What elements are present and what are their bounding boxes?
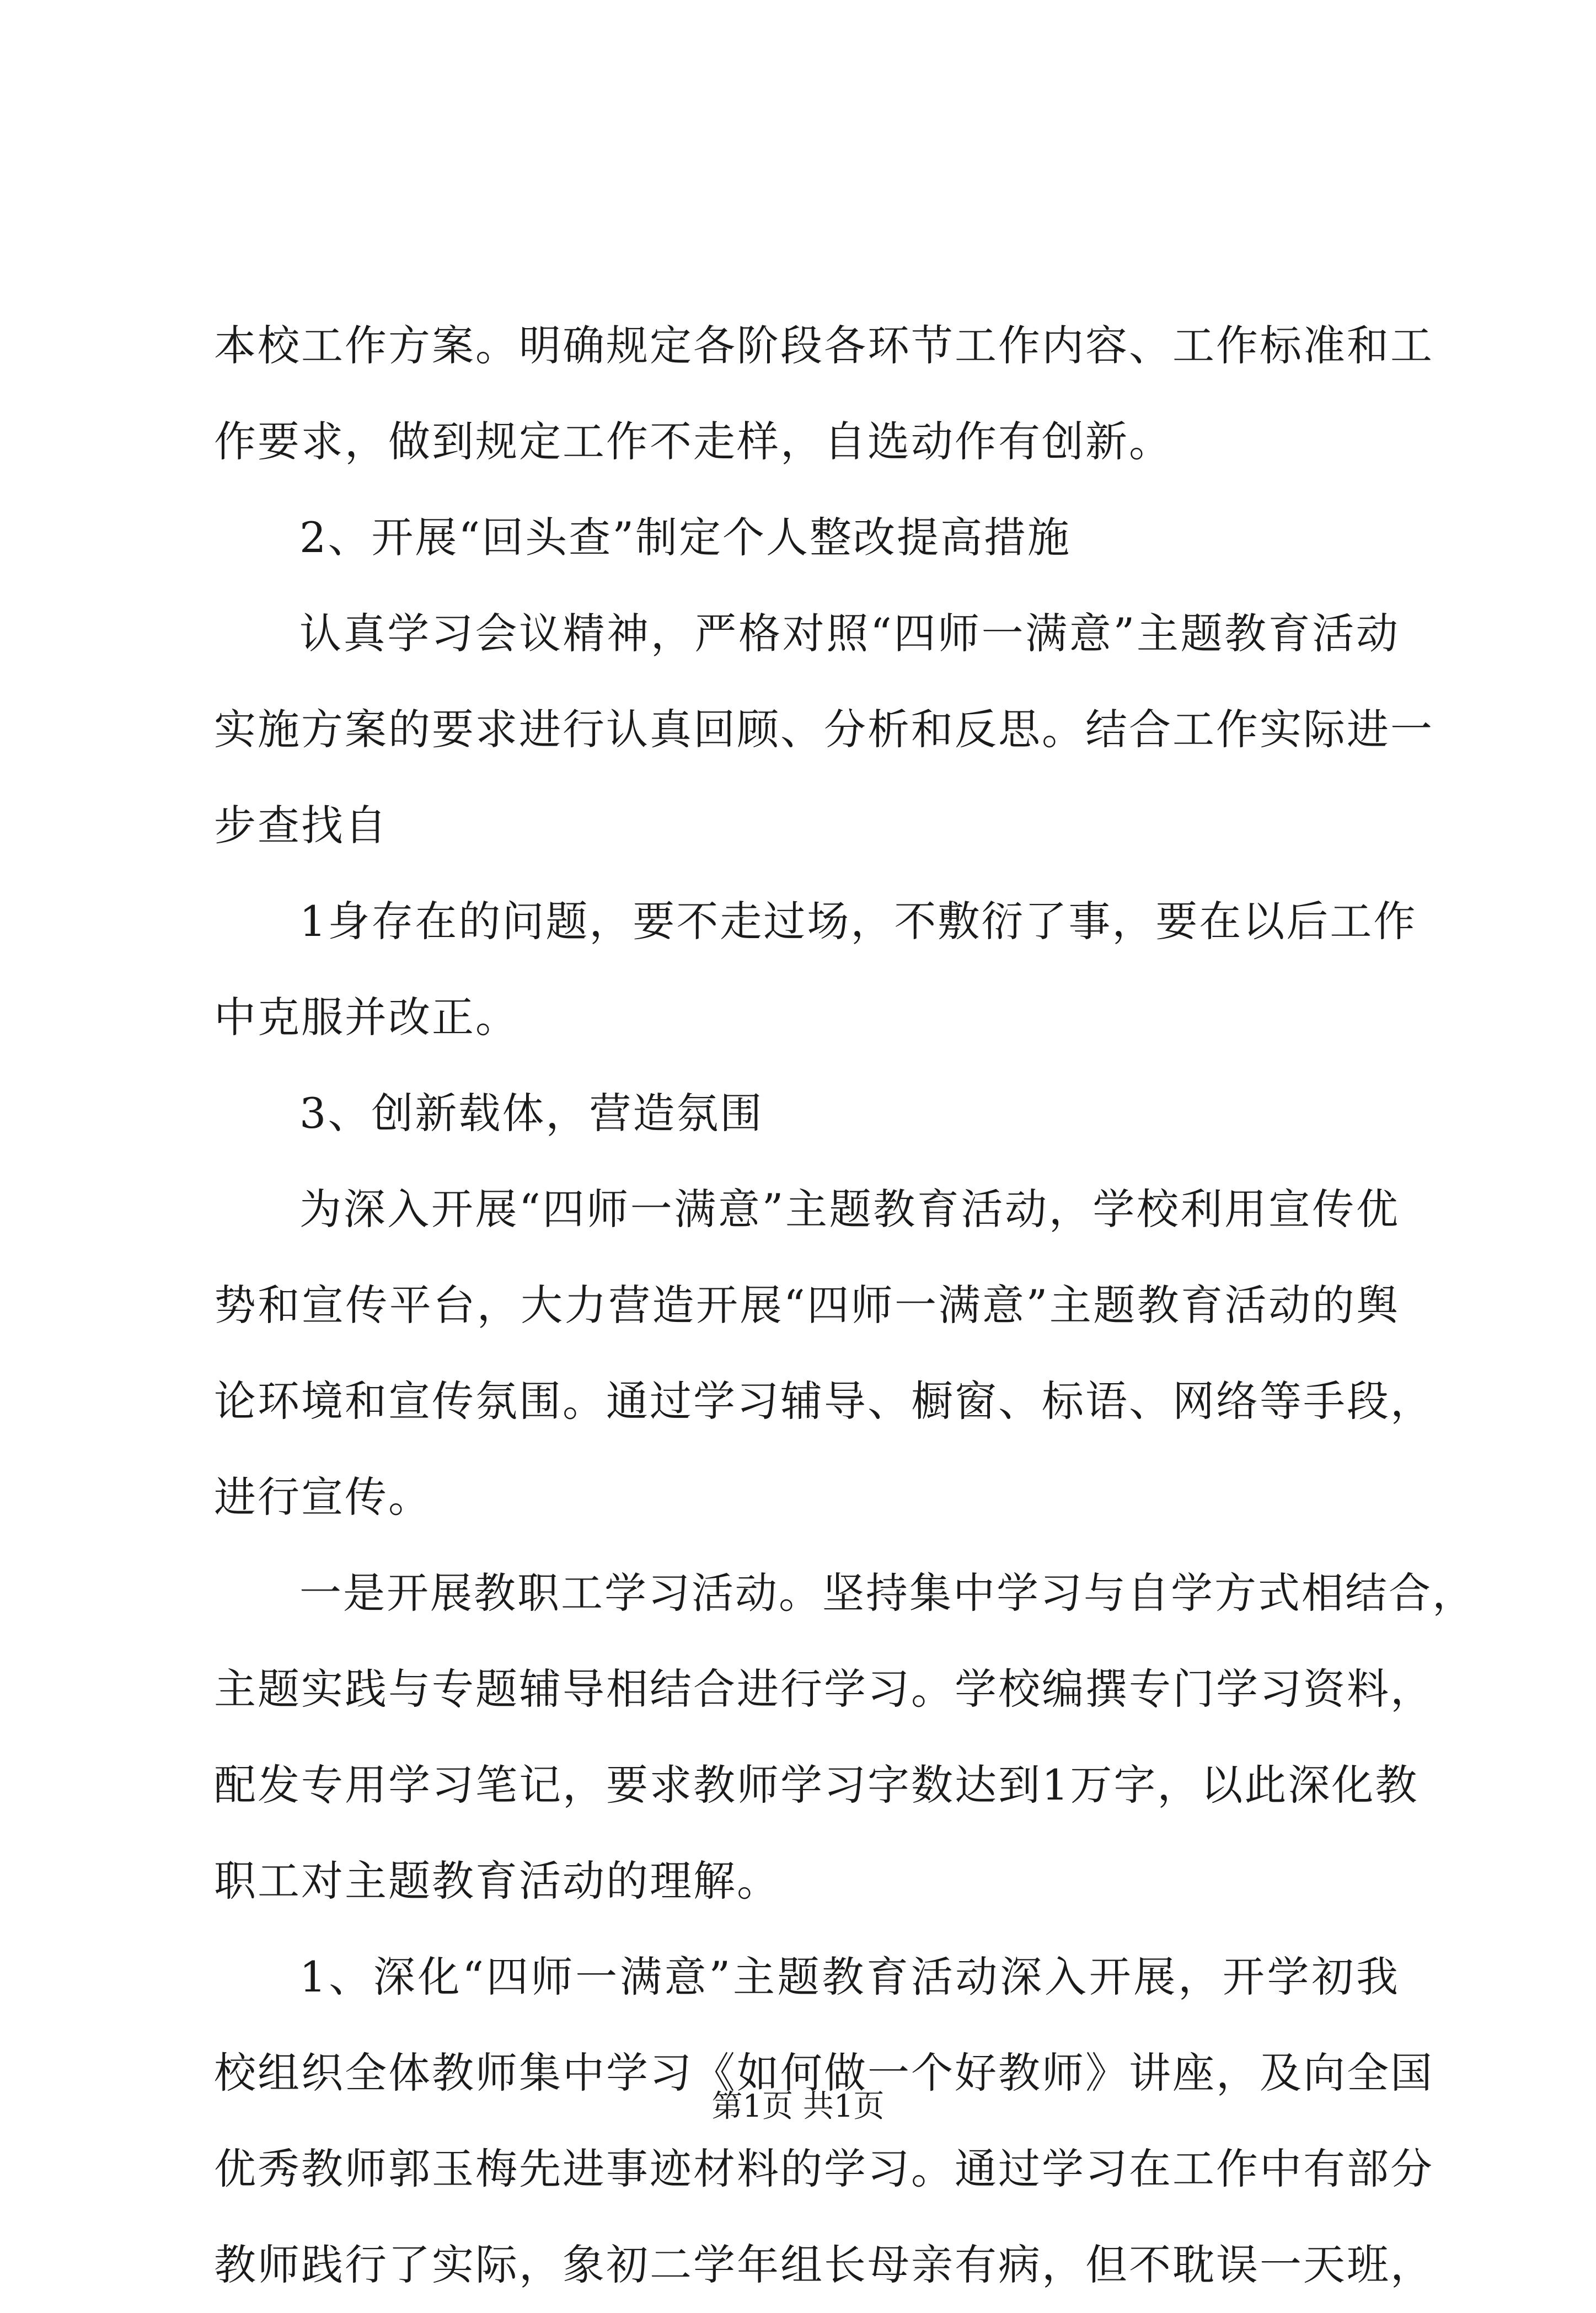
text-line-5: 实施方案的要求进行认真回顾、分析和反思。结合工作实际进一 <box>214 705 1434 754</box>
page-number: 第1页 共1页 <box>711 2089 885 2124</box>
text-line-8: 中克服并改正。 <box>214 993 519 1042</box>
text-line-14: 一是开展教职工学习活动。坚持集中学习与自学方式相结合， <box>299 1568 1476 1618</box>
text-line-11: 势和宣传平台，大力营造开展“四师一满意”主题教育活动的舆 <box>214 1281 1400 1330</box>
text-line-2: 作要求，做到规定工作不走样，自选动作有创新。 <box>214 417 1172 466</box>
page-footer <box>0 2085 1596 2129</box>
text-line-6: 步查找自 <box>214 801 388 850</box>
text-line-12: 论环境和宣传氛围。通过学习辅导、橱窗、标语、网络等手段， <box>214 1377 1434 1426</box>
text-line-13: 进行宣传。 <box>214 1473 432 1522</box>
text-line-20: 优秀教师郭玉梅先进事迹材料的学习。通过学习在工作中有部分 <box>214 2144 1434 2193</box>
text-line-17: 职工对主题教育活动的理解。 <box>214 1856 780 1905</box>
section-heading-3: 3、创新载体，营造氛围 <box>299 1089 764 1138</box>
text-line-18: 1、深化“四师一满意”主题教育活动深入开展，开学初我 <box>299 1952 1400 2001</box>
text-line-7: 1身存在的问题，要不走过场，不敷衍了事，要在以后工作 <box>299 897 1417 946</box>
text-line-21: 教师践行了实际，象初二学年组长母亲有病，但不耽误一天班， <box>214 2240 1434 2289</box>
section-heading-2: 2、开展“回头查”制定个人整改提高措施 <box>299 513 1072 562</box>
document-body <box>214 298 1476 2313</box>
text-line-1: 本校工作方案。明确规定各阶段各环节工作内容、工作标准和工 <box>214 321 1434 370</box>
text-line-4: 认真学习会议精神，严格对照“四师一满意”主题教育活动 <box>299 609 1400 658</box>
text-line-10: 为深入开展“四师一满意”主题教育活动，学校利用宣传优 <box>299 1185 1400 1234</box>
text-line-19: 校组织全体教师集中学习《如何做一个好教师》讲座，及向全国 <box>214 2048 1434 2097</box>
text-line-16: 配发专用学习笔记，要求教师学习字数达到1万字，以此深化教 <box>214 1760 1419 1809</box>
text-line-15: 主题实践与专题辅导相结合进行学习。学校编撰专门学习资料， <box>214 1664 1434 1714</box>
